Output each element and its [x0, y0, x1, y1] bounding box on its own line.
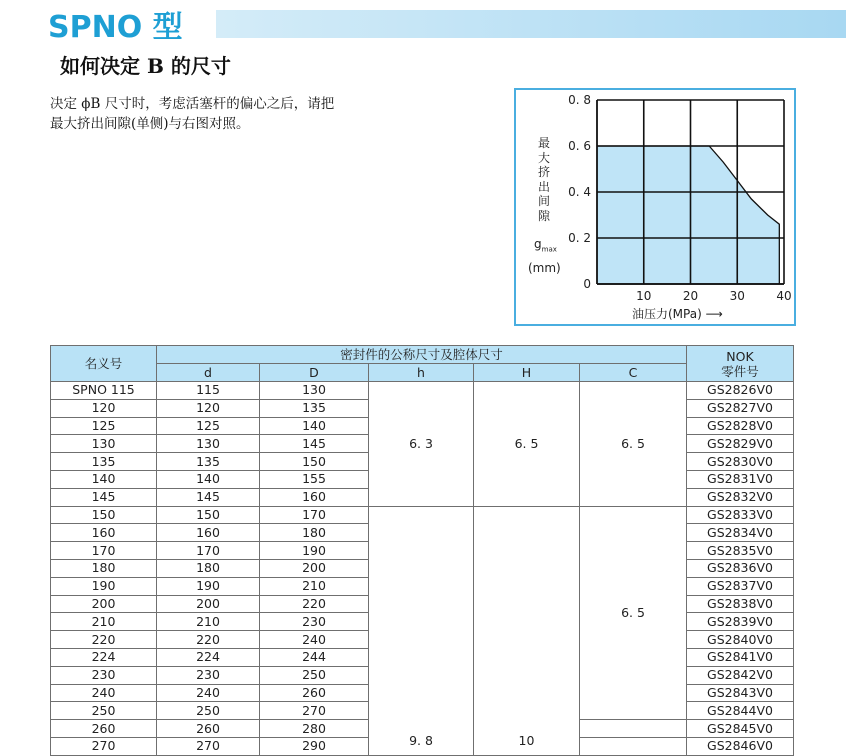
title-bar-decoration — [216, 10, 846, 38]
chart-svg — [516, 90, 794, 324]
chart-ytick-label: 0 — [583, 277, 591, 291]
cell-C-empty — [580, 737, 687, 755]
cell-d: 140 — [157, 470, 260, 488]
cell-C-empty — [580, 720, 687, 738]
cell-d: 125 — [157, 417, 260, 435]
chart-xlabel: 油压力(MPa) ⟶ — [632, 307, 723, 321]
cell-nok: GS2835V0 — [687, 542, 794, 560]
chart-xtick-label: 30 — [729, 289, 745, 303]
cell-D: 130 — [260, 382, 369, 400]
cell-name: 220 — [51, 631, 157, 649]
cell-nok: GS2828V0 — [687, 417, 794, 435]
cell-h-group: 6. 3 — [369, 382, 474, 507]
cell-d: 200 — [157, 595, 260, 613]
cell-C-group: 6. 5 — [580, 382, 687, 507]
cell-name: 250 — [51, 702, 157, 720]
cell-nok: GS2834V0 — [687, 524, 794, 542]
cell-name: 160 — [51, 524, 157, 542]
cell-D: 280 — [260, 720, 369, 738]
col-name-header: 名义号 — [51, 346, 157, 382]
cell-nok: GS2839V0 — [687, 613, 794, 631]
col-D-header: D — [260, 364, 369, 382]
cell-D: 135 — [260, 399, 369, 417]
section-subtitle: 如何决定 B 的尺寸 — [60, 54, 231, 78]
cell-H-group: 10 — [474, 506, 580, 755]
cell-nok: GS2833V0 — [687, 506, 794, 524]
cell-D: 145 — [260, 435, 369, 453]
cell-name: 150 — [51, 506, 157, 524]
cell-d: 145 — [157, 488, 260, 506]
chart-xtick-label: 40 — [776, 289, 792, 303]
cell-name: 145 — [51, 488, 157, 506]
description — [50, 94, 410, 134]
cell-H-group: 6. 5 — [474, 382, 580, 507]
chart-ylabel-char: 大 — [537, 150, 550, 165]
cell-nok: GS2826V0 — [687, 382, 794, 400]
cell-name: 180 — [51, 559, 157, 577]
cell-name: 130 — [51, 435, 157, 453]
cell-D: 150 — [260, 453, 369, 471]
cell-name: 170 — [51, 542, 157, 560]
cell-D: 270 — [260, 702, 369, 720]
cell-h-group: 9. 8 — [369, 506, 474, 755]
cell-D: 250 — [260, 666, 369, 684]
chart-ytick-label: 0. 8 — [568, 93, 591, 107]
chart-ylabel-char: 出 — [537, 179, 550, 194]
chart-ytick-label: 0. 4 — [568, 185, 591, 199]
cell-nok: GS2830V0 — [687, 453, 794, 471]
cell-nok: GS2846V0 — [687, 737, 794, 755]
cell-d: 230 — [157, 666, 260, 684]
cell-D: 170 — [260, 506, 369, 524]
description-line-1: 决定 ϕB 尺寸时，考虑活塞杆的偏心之后，请把 — [50, 96, 335, 112]
cell-d: 150 — [157, 506, 260, 524]
cell-d: 120 — [157, 399, 260, 417]
chart-ylabel-char: 隙 — [537, 208, 550, 223]
chart-xtick-label: 20 — [682, 289, 699, 303]
cell-C-group: 6. 5 — [580, 506, 687, 720]
cell-name: SPNO 115 — [51, 382, 157, 400]
cell-nok: GS2836V0 — [687, 559, 794, 577]
cell-D: 230 — [260, 613, 369, 631]
cell-d: 224 — [157, 648, 260, 666]
chart-ylabel — [536, 136, 552, 223]
cell-name: 224 — [51, 648, 157, 666]
cell-name: 120 — [51, 399, 157, 417]
cell-D: 155 — [260, 470, 369, 488]
dimension-table — [50, 345, 794, 756]
cell-nok: GS2838V0 — [687, 595, 794, 613]
chart-ylabel-char: 间 — [537, 194, 550, 208]
chart-xtick-label: 10 — [636, 289, 652, 303]
cell-nok: GS2842V0 — [687, 666, 794, 684]
cell-nok: GS2841V0 — [687, 648, 794, 666]
cell-name: 140 — [51, 470, 157, 488]
col-C-header: C — [580, 364, 687, 382]
description-line-2: 最大挤出间隙(单侧)与右图对照。 — [50, 116, 250, 132]
cell-D: 290 — [260, 737, 369, 755]
col-d-header: d — [157, 364, 260, 382]
cell-D: 160 — [260, 488, 369, 506]
cell-d: 180 — [157, 559, 260, 577]
page-title: SPNO 型 — [48, 10, 183, 45]
chart-ylabel-symbol: $g_{max}$ — [534, 237, 557, 254]
cell-nok: GS2832V0 — [687, 488, 794, 506]
cell-d: 210 — [157, 613, 260, 631]
cell-nok: GS2837V0 — [687, 577, 794, 595]
group-header: 密封件的公称尺寸及腔体尺寸 — [157, 346, 687, 364]
cell-name: 190 — [51, 577, 157, 595]
extrusion-gap-chart — [514, 88, 796, 326]
cell-D: 260 — [260, 684, 369, 702]
cell-d: 260 — [157, 720, 260, 738]
cell-D: 140 — [260, 417, 369, 435]
cell-name: 230 — [51, 666, 157, 684]
col-nok-header — [687, 346, 794, 382]
cell-name: 210 — [51, 613, 157, 631]
cell-d: 115 — [157, 382, 260, 400]
cell-d: 220 — [157, 631, 260, 649]
cell-name: 125 — [51, 417, 157, 435]
cell-nok: GS2844V0 — [687, 702, 794, 720]
cell-d: 135 — [157, 453, 260, 471]
cell-nok: GS2831V0 — [687, 470, 794, 488]
cell-D: 190 — [260, 542, 369, 560]
col-nok-header-line2: 零件号 — [721, 363, 759, 379]
cell-name: 240 — [51, 684, 157, 702]
cell-D: 210 — [260, 577, 369, 595]
cell-D: 200 — [260, 559, 369, 577]
chart-area-fill — [597, 146, 779, 284]
cell-d: 270 — [157, 737, 260, 755]
chart-ylabel-char: 最 — [537, 136, 550, 150]
cell-name: 200 — [51, 595, 157, 613]
cell-d: 170 — [157, 542, 260, 560]
cell-d: 160 — [157, 524, 260, 542]
cell-D: 220 — [260, 595, 369, 613]
chart-ylabel-char: 挤 — [537, 165, 550, 179]
cell-name: 260 — [51, 720, 157, 738]
cell-name: 135 — [51, 453, 157, 471]
table-row — [51, 506, 794, 524]
col-h-header: h — [369, 364, 474, 382]
col-H-header: H — [474, 364, 580, 382]
cell-D: 180 — [260, 524, 369, 542]
cell-d: 250 — [157, 702, 260, 720]
cell-D: 244 — [260, 648, 369, 666]
table-body — [51, 382, 794, 756]
cell-d: 240 — [157, 684, 260, 702]
cell-name: 270 — [51, 737, 157, 755]
cell-nok: GS2843V0 — [687, 684, 794, 702]
cell-nok: GS2829V0 — [687, 435, 794, 453]
cell-D: 240 — [260, 631, 369, 649]
cell-nok: GS2840V0 — [687, 631, 794, 649]
col-nok-header-line1: NOK — [726, 348, 754, 364]
table-row — [51, 382, 794, 400]
cell-d: 130 — [157, 435, 260, 453]
cell-nok: GS2845V0 — [687, 720, 794, 738]
cell-nok: GS2827V0 — [687, 399, 794, 417]
chart-ytick-label: 0. 6 — [568, 139, 591, 153]
cell-d: 190 — [157, 577, 260, 595]
chart-ytick-label: 0. 2 — [568, 231, 591, 245]
chart-yunit: (mm) — [528, 261, 561, 275]
